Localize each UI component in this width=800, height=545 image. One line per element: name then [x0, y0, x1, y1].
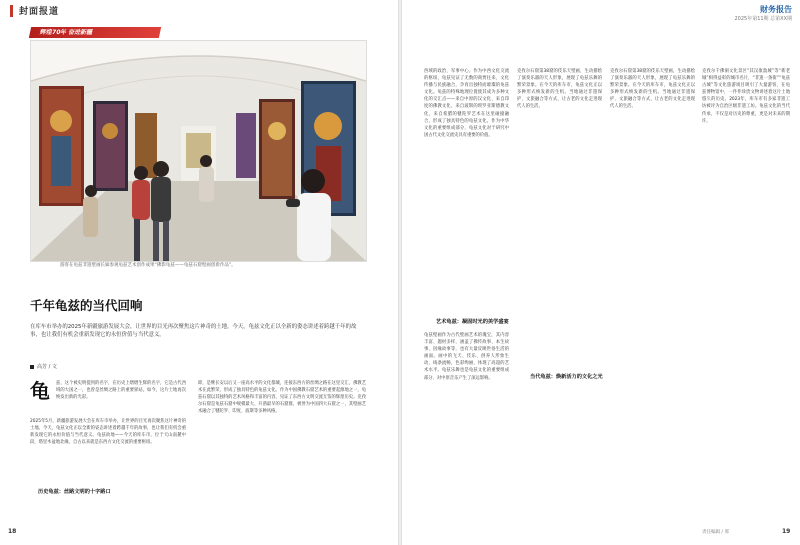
cover-photo — [30, 40, 367, 262]
column-6-body: 克孜尔千佛洞文化景区“其汉康敦城”等“新老城”相得益彰的城市名片，“非遗一条街”“龟兹古城”等文化旅游项目吸引了大量游客，在龟兹博物馆中，一件件珍贵文物讲述着这片土地悠久的历史。2023年，库车市有多家非遗工坊被评为自治区级非遗工坊。龟兹文化的当代传承，不仅是对历史的尊重，更是对未来的期许。 — [702, 69, 790, 124]
article-lead: 在库车市举办的2025年新疆旅游发展大会，让世界的目光再次聚焦这片神奇的土地。今天，龟兹文化正以全新的姿态讲述着跨越千年的故事，也让我们有机会重新发现它的永恒价值与当代意义。 — [30, 324, 357, 338]
photo-banner: 辉煌70年 奋进新疆 — [29, 27, 161, 38]
section-header — [10, 4, 59, 17]
column-3-body: 西域的政治、军事中心。作为中西文化交流的枢纽，龟兹见证了无数的商贾往来、文化传播与民族融合，孕育出独特而璀璨的龟兹文化。龟兹的特殊地理位置使其成为多种文化的交汇点——来自中原的汉文化、来自印度的佛教文化、来自波斯的琐罗亚斯德教文化，来自希腊的犍陀罗艺术在这里碰撞融合，形成了独具特色的龟兹文化。作为中华文化的重要组成部分，龟兹文化对于研究中国古代文化交流史具有重要的价值。 — [424, 69, 509, 138]
byline-text: 高芳 / 文 — [37, 364, 57, 370]
page-number-left: 18 — [8, 528, 17, 535]
editor-tag: 责任编辑 / 邢 — [702, 530, 729, 535]
photo-caption: 游客在龟兹非遗壁画长廊参观龟兹艺术创作成果“佛影龟兹——龟兹石窟壁画创新作品”。 — [60, 263, 236, 268]
column-1-body: 2025年5月，新疆旅游发展大会在库车市举办，让世界的目光再次聚焦这片神奇的土地。今天，龟兹文化正以全新的姿态讲述着跨越千年的故事，也让我们有机会重新发现它的永恒价值与当代意义。龟兹故地——今天的库车市，位于天山南麓中段，塔里木盆地北缘，自古以来就是东西方文化交流的重要枢纽。 — [30, 419, 186, 446]
byline-marker — [30, 365, 34, 369]
right-page — [402, 0, 800, 545]
article-title: 千年龟兹的当代回响 — [30, 298, 143, 313]
left-page — [0, 0, 398, 545]
column-2-body: 即，是继长安以后又一座高水平的文化都城，连接东西方的丝绸之路在这里交汇，佛教艺术在此繁荣，形成了独具特色的龟兹文化。作为中国佛教石窟艺术的重要起源地之一，龟兹石窟以其独特的艺术风格和丰富的内容，见证了东西方文明交流互鉴的辉煌历史。克孜尔石窟是龟兹石窟中规模最大、开凿最早的石窟群，被誉为中国四大石窟之一，其壁画艺术融合了犍陀罗、印度、波斯等多种风格。 — [198, 381, 366, 415]
section-marker — [10, 5, 13, 17]
column-1-intro: 兹，这个被史明提到的名字，在历史上熠熠生辉的名字，它是古代西域的大国之一，也曾是丝绸之路上的重要驿站。如今，这片土地再次焕发出新的光彩。 — [56, 381, 186, 401]
drop-cap: 龟 — [30, 379, 50, 403]
page-number-right: 19 — [782, 528, 791, 535]
magazine-logo — [734, 4, 792, 22]
column-5-body: 克孜尔石窟第38窟的伎乐天壁画，生动描绘了演奏乐器的天人形象，展现了龟兹乐舞的繁荣景象。在今天的库车市，龟兹文化正以多种形式焕发新的生机。当地通过非遗保护、文旅融合等方式，让古老的文化走进现代人的生活。 — [610, 69, 695, 110]
section-title: 封面报道 — [19, 7, 60, 17]
exhibition-photo-illustration — [31, 41, 366, 261]
subhead-history: 历史龟兹：丝路文明的十字路口 — [38, 489, 111, 495]
logo-text: 财务报告 — [760, 5, 792, 14]
column-3b-body: 龟兹壁画作为古代壁画艺术的瑰宝，其内容丰富、题材多样，涵盖了佛传故事、本生故事、因缘故事等，也有大量反映世俗生活的画面。画中的飞天、伎乐、供养人形象生动，线条流畅，色彩绚丽，体现了高超的艺术水平。龟兹乐舞也是龟兹文化的重要组成部分，对中原音乐产生了深远影响。 — [424, 333, 509, 381]
column-4-body: 克孜尔石窟第38窟的伎乐天壁画，生动描绘了演奏乐器的天人形象，展现了龟兹乐舞的繁荣景象。在今天的库车市，龟兹文化正以多种形式焕发新的生机。当地通过非遗保护、文旅融合等方式，让古老的文化走进现代人的生活。 — [517, 69, 602, 110]
issue-text: 2025年第11期 总第XX期 — [734, 16, 792, 22]
byline — [30, 363, 57, 370]
subhead-contemporary: 当代龟兹：焕新活力的文化之光 — [530, 374, 603, 380]
subhead-art: 艺术龟兹：凝固时光的美学盛宴 — [436, 319, 509, 325]
